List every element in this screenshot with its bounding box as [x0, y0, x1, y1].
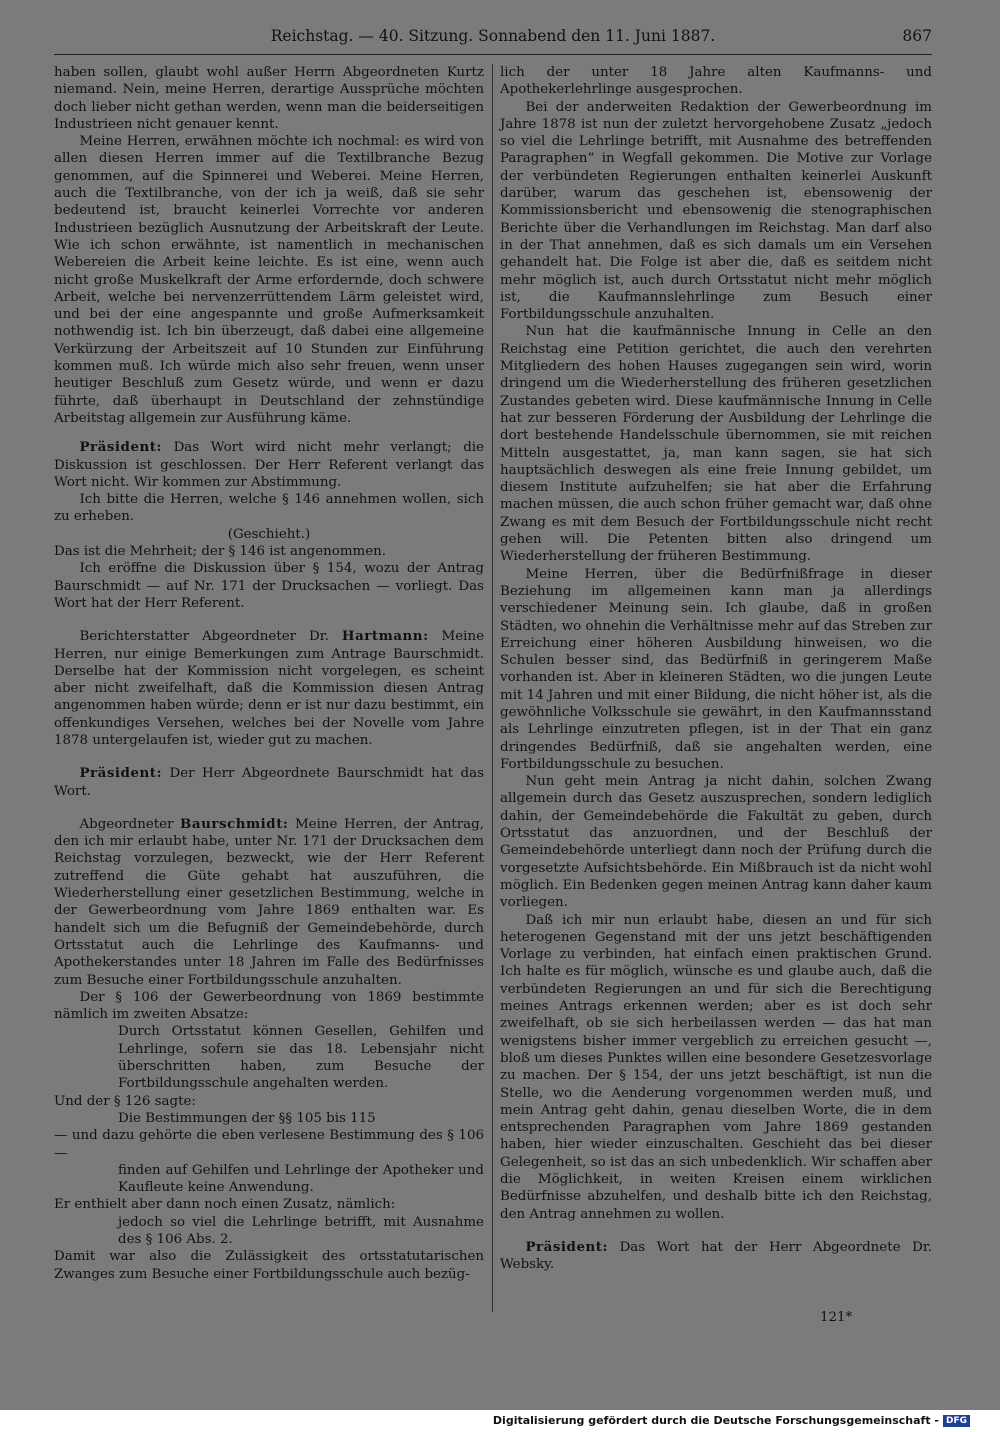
credit-text: Digitalisierung gefördert durch die Deutsche Forschungsgemeinschaft - — [492, 1414, 939, 1427]
quotation: jedoch so viel die Lehrlinge betrifft, mit Ausnahme des § 106 Abs. 2. — [118, 1214, 484, 1247]
sheet-signature: 121* — [820, 1310, 853, 1325]
paragraph: — und dazu gehörte die eben verlesene Bestimmung des § 106 — — [54, 1128, 484, 1161]
paragraph: Er enthielt aber dann noch einen Zusatz, nämlich: — [54, 1197, 396, 1213]
right-column — [500, 64, 932, 1273]
dfg-logo: DFG — [943, 1415, 970, 1427]
paragraph: Abgeordneter Baurschmidt: Meine Herren, der Antrag, den ich mir erlaubt habe, unter Nr. 171 der Drucksachen dem Reichstag vorzulegen, bezweckt, wie der Herr Referent zutreffend die Güte gehabt hat auszuführen, die Wiederherstellung einer gesetzlichen Bestimmung, welche in der Gewerbeordnung vom Jahre 1869 enthalten war. Es handelt sich um die Befugniß der Gemeindebehörde, durch Ortsstatut auch die Lehrlinge des Kaufmanns- und Apothekerstandes unter 18 Jahren im Falle des Bedürfnisses zum Besuche einer Fortbildungsschule anzuhalten. — [54, 815, 484, 988]
quotation: Durch Ortsstatut können Gesellen, Gehilfen und Lehrlinge, sofern sie das 18. Lebensjahr nicht überschritten haben, zum Besuche der Fortbildungsschule angehalten werden. — [118, 1024, 484, 1092]
header-rule — [54, 54, 932, 55]
paragraph: Damit war also die Zulässigkeit des ortsstatutarischen Zwanges zum Besuche einer Fortbildungsschule auch bezüg- — [54, 1249, 484, 1282]
running-title: Reichstag. — 40. Sitzung. Sonnabend den 11. Juni 1887. — [270, 27, 716, 45]
column-divider — [492, 64, 493, 1312]
paragraph: haben sollen, glaubt wohl außer Herrn Abgeordneten Kurtz niemand. Nein, meine Herren, derartige Aussprüche möchten doch lieber nicht gethan werden, wenn man die beiderseitigen Industrieen nicht genauer kennt. — [54, 65, 484, 132]
page-header — [54, 27, 932, 51]
paragraph: Das ist die Mehrheit; der § 146 ist angenommen. — [54, 544, 387, 560]
paragraph: Daß ich mir nun erlaubt habe, diesen an und für sich heterogenen Gegenstand mit der uns jetzt beschäftigenden Vorlage zu verbinden, hat einfach einen praktischen Grund. Ich halte es für möglich, wünsche es und glaube auch, daß die verbündeten Regierungen an und für sich die Berechtigung meines Antrags erkennen werden; aber es ist doch sehr zweifelhaft, ob sie sich herbeilassen werden — das hat man wenigstens bisher immer vergeblich zu erreichen gesucht —, bloß um dieses Punktes willen eine besondere Gesetzesvorlage zu machen. Der § 154, der uns jetzt beschäftigt, ist nun die Stelle, wo die Aenderung vorgenommen werden muß, und mein Antrag geht dahin, genau dieselben Worte, die in dem entsprechenden Paragraphen vom Jahre 1869 gestanden haben, hier wieder einzuschalten. Geschieht das bei dieser Gelegenheit, so ist das an sich unbedenklich. Wir schaffen aber die Möglichkeit, in weiten Kreisen einem wirklichen Bedürfnisse abzuhelfen, und deshalb bitte ich den Reichstag, den Antrag annehmen zu wollen. — [500, 912, 932, 1222]
paragraph: Meine Herren, über die Bedürfnißfrage in dieser Beziehung im allgemeinen kann man ja allerdings verschiedener Meinung sein. Ich glaube, daß in großen Städten, wo ohnehin die Verhältnisse mehr auf das Streben zur Erreichung einer höheren Ausbildung hinweisen, wo die Schulen besser sind, das Bedürfniß in geringerem Maße vorhanden ist. Aber in kleineren Städten, wo die jungen Leute mit 14 Jahren und mit einer Bildung, die nicht höher ist, als die gewöhnliche Volksschule sie gewährt, in den Kaufmannsstand als Lehrlinge einzutreten pflegen, ist in der That ein ganz dringendes Bedürfniß, daß sie angehalten werden, eine Fortbildungsschule zu besuchen. — [500, 566, 932, 772]
paragraph: Ich eröffne die Diskussion über § 154, wozu der Antrag Baurschmidt — auf Nr. 171 der Drucksachen — vorliegt. Das Wort hat der Herr Referent. — [54, 561, 484, 611]
speaker-name: Präsident: — [79, 439, 162, 456]
paragraph: Meine Herren, erwähnen möchte ich nochmal: es wird von allen diesen Herren immer auf die Textilbranche Bezug genommen, auf die Spinnerei und Weberei. Meine Herren, auch die Textilbranche, von der ich ja weiß, daß sie sehr bedeutend ist, braucht keinerlei Vorrechte vor anderen Industrieen bezüglich Ausnutzung der Arbeitskraft der Leute. Wie ich schon erwähnte, ist namentlich in mechanischen Webereien die Arbeit keine leichte. Es ist eine, wenn auch nicht große Muskelkraft der Arme erfordernde, doch schwere Arbeit, welche bei nervenzerrüttendem Lärm geleistet wird, und bei der eine angespannte und große Aufmerksamkeit nothwendig ist. Ich bin überzeugt, daß dabei eine allgemeine Verkürzung der Arbeitszeit auf 10 Stunden zur Einführung kommen muß. Ich würde mich also sehr freuen, wenn unser heutiger Beschluß zum Gesetz würde, und wenn er dazu führte, daß überhaupt in Deutschland der zehnstündige Arbeitstag allgemein zur Ausführung käme. — [54, 134, 484, 426]
quotation: Die Bestimmungen der §§ 105 bis 115 — [118, 1110, 376, 1126]
speaker-name: Präsident: — [79, 765, 162, 782]
paragraph: Ich bitte die Herren, welche § 146 annehmen wollen, sich zu erheben. — [54, 492, 484, 525]
paragraph: Der § 106 der Gewerbeordnung von 1869 bestimmte nämlich im zweiten Absatze: — [54, 989, 484, 1023]
paragraph: Präsident: Das Wort hat der Herr Abgeordnete Dr. Websky. — [500, 1238, 932, 1273]
paragraph: Und der § 126 sagte: — [54, 1093, 196, 1109]
paragraph: Bei der anderweiten Redaktion der Gewerbeordnung im Jahre 1878 ist nun der zuletzt hervorgehobene Zusatz „jedoch so viel die Lehrlinge betrifft, mit Ausnahme des betreffenden Paragraphen“ in Wegfall gekommen. Die Motive zur Vorlage der verbündeten Regierungen enthalten keinerlei Auskunft darüber, warum das geschehen ist, ebensowenig der Kommissionsbericht und ebensowenig die stenographischen Berichte über die Verhandlungen im Reichstag. Man darf also in der That annehmen, daß es sich damals um ein Versehen gehandelt hat. Die Folge ist aber die, daß es seitdem nicht mehr möglich ist, auch durch Ortsstatut nicht mehr möglich ist, die Kaufmannslehrlinge zum Besuch einer Fortbildungsschule anzuhalten. — [500, 99, 932, 323]
left-column — [54, 64, 484, 1283]
paragraph: Nun hat die kaufmännische Innung in Celle an den Reichstag eine Petition gerichtet, die auch den verehrten Mitgliedern des hohen Hauses zugegangen sein wird, worin dringend um die Wiederherstellung des früheren gesetzlichen Zustandes gebeten wird. Diese kaufmännische Innung in Celle hat zur besseren Förderung der Ausbildung der Lehrlinge die dort bestehende Handelsschule übernommen, sie mit reichen Mitteln ausgestattet, ja, man kann sagen, sie hat sich hauptsächlich deswegen als eine freie Innung gebildet, um diesem Institute aufzuhelfen; sie hat aber die Erfahrung machen müssen, die auch schon früher gemacht war, daß ohne Zwang es mit dem Besuch der Fortbildungsschule nicht recht gehen will. Die Petenten bitten also dringend um Wiederherstellung der früheren Bestimmung. — [500, 324, 932, 565]
speaker-name: Baurschmidt: — [180, 815, 289, 832]
quotation: finden auf Gehilfen und Lehrlinge der Apotheker und Kaufleute keine Anwendung. — [118, 1162, 484, 1196]
paragraph: Präsident: Der Herr Abgeordnete Baurschmidt hat das Wort. — [54, 765, 484, 799]
paragraph: lich der unter 18 Jahre alten Kaufmanns- und Apothekerlehrlinge ausgesprochen. — [500, 65, 932, 98]
paragraph: Präsident: Das Wort wird nicht mehr verlangt; die Diskussion ist geschlossen. Der Herr Referent verlangt das Wort nicht. Wir kommen zur Abstimmung. — [54, 439, 484, 490]
speaker-name: Präsident: — [525, 1238, 608, 1255]
speaker-name: Hartmann: — [341, 628, 429, 645]
stage-direction: (Geschieht.) — [227, 526, 311, 542]
page-number: 867 — [902, 27, 932, 45]
paragraph: Berichterstatter Abgeordneter Dr. Hartmann: Meine Herren, nur einige Bemerkungen zum Antrage Baurschmidt. Derselbe hat der Kommission nicht vorgelegen, es scheint aber nicht zweifelhaft, daß die Kommission diesen Antrag angenommen haben würde; denn er ist nur dazu bestimmt, ein offenkundiges Versehen, welches bei der Novelle vom Jahre 1878 untergelaufen ist, wieder gut zu machen. — [54, 628, 484, 748]
footer-credit — [493, 1414, 970, 1427]
paragraph: Nun geht mein Antrag ja nicht dahin, solchen Zwang allgemein durch das Gesetz auszusprechen, sondern lediglich dahin, der Gemeindebehörde die Fakultät zu geben, durch Ortsstatut das anzuordnen, und der Beschluß der Gemeindebehörde unterliegt dann noch der Prüfung durch die vorgesetzte Aufsichtsbehörde. Ein Mißbrauch ist da nicht wohl möglich. Ein Bedenken gegen meinen Antrag kann daher kaum vorliegen. — [500, 774, 932, 911]
